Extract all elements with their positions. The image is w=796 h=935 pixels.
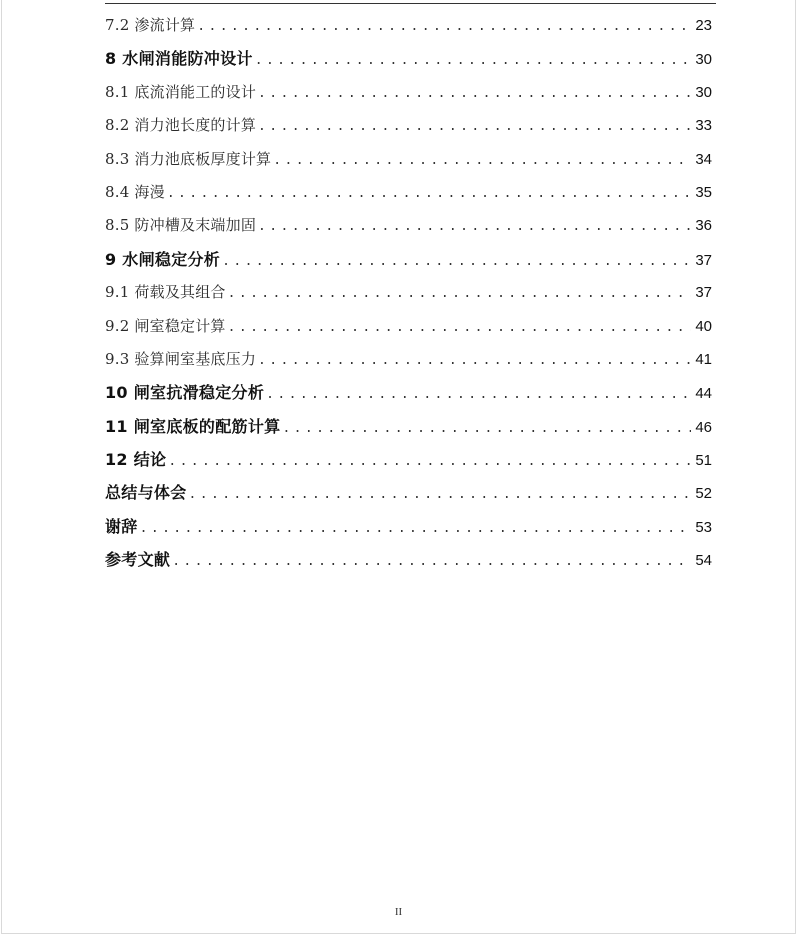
toc-entry-title: 谢辞 [105, 516, 138, 536]
toc-entry-title: 9.2 闸室稳定计算 [105, 316, 226, 335]
toc-dot-leader [189, 478, 692, 511]
toc-entry-page-number: 37 [695, 251, 712, 269]
toc-entry [105, 109, 712, 142]
header-rule [105, 3, 716, 4]
toc-entry-page-number: 37 [695, 284, 712, 302]
toc-entry [105, 9, 712, 42]
toc-entry-title: 总结与体会 [105, 483, 187, 503]
toc-entry-page-number: 53 [695, 518, 712, 536]
toc-entry-page-number: 46 [695, 418, 712, 436]
toc-entry-title: 参考文献 [105, 550, 171, 570]
toc-entry [105, 176, 712, 209]
toc-entry-page-number: 30 [695, 83, 712, 101]
toc-entry-title: 11 闸室底板的配筋计算 [105, 416, 281, 436]
toc-entry-title: 8 水闸消能防冲设计 [105, 49, 253, 69]
toc-entry-page-number: 36 [695, 217, 712, 235]
toc-dot-leader [222, 245, 691, 278]
toc-entry-page-number: 44 [695, 385, 712, 403]
footer-page-number: II [394, 906, 403, 918]
toc-dot-leader [258, 77, 691, 110]
toc-dot-leader [282, 412, 691, 445]
toc-entry-title: 8.3 消力池底板厚度计算 [105, 149, 272, 168]
toc-entry-title: 9 水闸稳定分析 [105, 249, 221, 269]
toc-entry-title: 10 闸室抗滑稳定分析 [105, 383, 265, 403]
toc-entry-title: 12 结论 [105, 450, 167, 470]
toc-entry-title: 7.2 渗流计算 [105, 16, 196, 34]
toc-entry [105, 310, 712, 343]
toc-dot-leader [255, 44, 692, 77]
toc-entry [105, 443, 712, 476]
document-page [1, 0, 796, 934]
toc-entry-page-number: 33 [695, 117, 712, 135]
toc-entry-title: 8.5 防冲槽及末端加固 [105, 216, 257, 235]
toc-entry-title: 8.1 底流消能工的设计 [105, 82, 257, 101]
toc-entry [105, 42, 712, 75]
toc-entry [105, 209, 712, 242]
toc-entry-page-number: 51 [695, 452, 712, 470]
toc-entry [105, 476, 712, 509]
toc-dot-leader [197, 10, 691, 43]
table-of-contents [105, 9, 712, 577]
toc-dot-leader [172, 545, 691, 578]
toc-entry [105, 76, 712, 109]
toc-dot-leader [168, 445, 691, 478]
toc-dot-leader [258, 110, 691, 143]
toc-dot-leader [273, 144, 691, 177]
toc-entry [105, 510, 712, 543]
toc-entry-page-number: 54 [695, 552, 712, 570]
toc-dot-leader [167, 177, 691, 210]
toc-dot-leader [266, 378, 691, 411]
toc-entry [105, 410, 712, 443]
toc-entry [105, 276, 712, 309]
toc-entry-page-number: 52 [695, 485, 712, 503]
toc-dot-leader [258, 344, 691, 377]
toc-entry [105, 376, 712, 409]
toc-entry-page-number: 30 [695, 51, 712, 69]
toc-entry-page-number: 34 [695, 150, 712, 168]
toc-entry-page-number: 35 [695, 183, 712, 201]
toc-entry [105, 243, 712, 276]
toc-dot-leader [140, 512, 692, 545]
toc-entry-title: 9.1 荷载及其组合 [105, 283, 226, 302]
toc-entry [105, 543, 712, 576]
toc-entry-page-number: 40 [695, 317, 712, 335]
toc-dot-leader [228, 311, 692, 344]
toc-entry-page-number: 23 [695, 17, 712, 34]
toc-entry-title: 8.2 消力池长度的计算 [105, 116, 257, 135]
toc-entry-page-number: 41 [695, 350, 712, 368]
toc-entry-title: 9.3 验算闸室基底压力 [105, 349, 257, 368]
toc-entry [105, 143, 712, 176]
toc-entry [105, 343, 712, 376]
toc-entry-title: 8.4 海漫 [105, 182, 165, 201]
toc-dot-leader [228, 277, 692, 310]
toc-dot-leader [258, 210, 691, 243]
